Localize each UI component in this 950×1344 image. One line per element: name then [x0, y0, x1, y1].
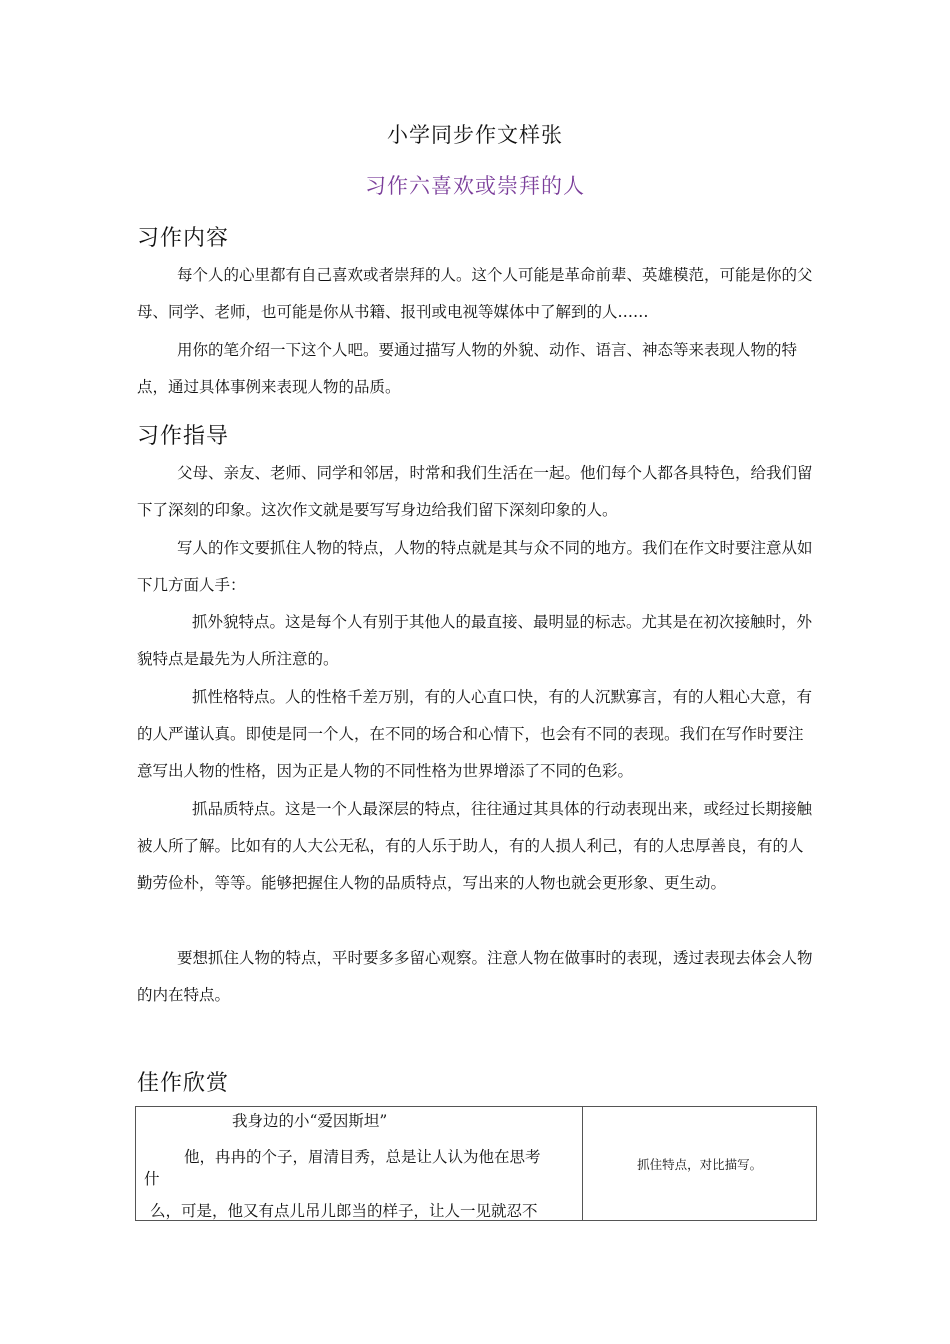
- document-title: 小学同步作文样张: [387, 123, 563, 147]
- showcase-table: [135, 1106, 817, 1221]
- essay-line: 么，可是，他又有点儿吊儿郎当的样子，让人一见就忍不: [150, 1202, 538, 1220]
- comment-cell: [583, 1107, 817, 1221]
- essay-line: 什: [144, 1170, 160, 1188]
- guide-paragraph: 抓品质特点。这是一个人最深层的特点，往往通过其具体的行动表现出来，或经过长期接触被人所了解。比如有的人大公无私，有的人乐于助人，有的人损人利己，有的人忠厚善良，有的人勤劳俭朴，等等。能够把握住人物的品质特点，写出来的人物也就会更形象、更生动。: [137, 800, 813, 892]
- guide-paragraph: 写人的作文要抓住人物的特点，人物的特点就是其与众不同的地方。我们在作文时要注意从如下几方面人手：: [137, 539, 813, 594]
- guide-paragraph: 抓外貌特点。这是每个人有别于其他人的最直接、最明显的标志。尤其是在初次接触时，外貌特点是最先为人所注意的。: [137, 613, 813, 668]
- guide-paragraph: 抓性格特点。人的性格千差万别，有的人心直口快，有的人沉默寡言，有的人粗心大意，有的人严谨认真。即使是同一个人，在不同的场合和心情下，也会有不同的表现。我们在写作时要注意写出人物的性格，因为正是人物的不同性格为世界增添了不同的色彩。: [137, 688, 813, 780]
- content-paragraph: 用你的笔介绍一下这个人吧。要通过描写人物的外貌、动作、语言、神态等来表现人物的特点，通过具体事例来表现人物的品质。: [137, 341, 798, 396]
- essay-cell: [136, 1107, 583, 1221]
- content-paragraph: 每个人的心里都有自己喜欢或者崇拜的人。这个人可能是革命前辈、英雄模范，可能是你的父母、同学、老师，也可能是你从书籍、报刊或电视等媒体中了解到的人……: [137, 266, 813, 321]
- essay-line: 他，冉冉的个子，眉清目秀，总是让人认为他在思考: [184, 1148, 541, 1166]
- section-heading-guide: 习作指导: [137, 424, 230, 449]
- document-subtitle: 习作六喜欢或崇拜的人: [365, 174, 585, 198]
- comment-text: 抓住特点，对比描写。: [637, 1156, 763, 1172]
- section-heading-showcase: 佳作欣赏: [137, 1071, 230, 1096]
- essay-title: 我身边的小“爱因斯坦”: [232, 1112, 388, 1130]
- guide-paragraph: 父母、亲友、老师、同学和邻居，时常和我们生活在一起。他们每个人都各具特色，给我们留下了深刻的印象。这次作文就是要写写身边给我们留下深刻印象的人。: [137, 464, 813, 519]
- guide-paragraph: 要想抓住人物的特点，平时要多多留心观察。注意人物在做事时的表现，透过表现去体会人物的内在特点。: [137, 949, 813, 1004]
- section-heading-content: 习作内容: [137, 226, 230, 251]
